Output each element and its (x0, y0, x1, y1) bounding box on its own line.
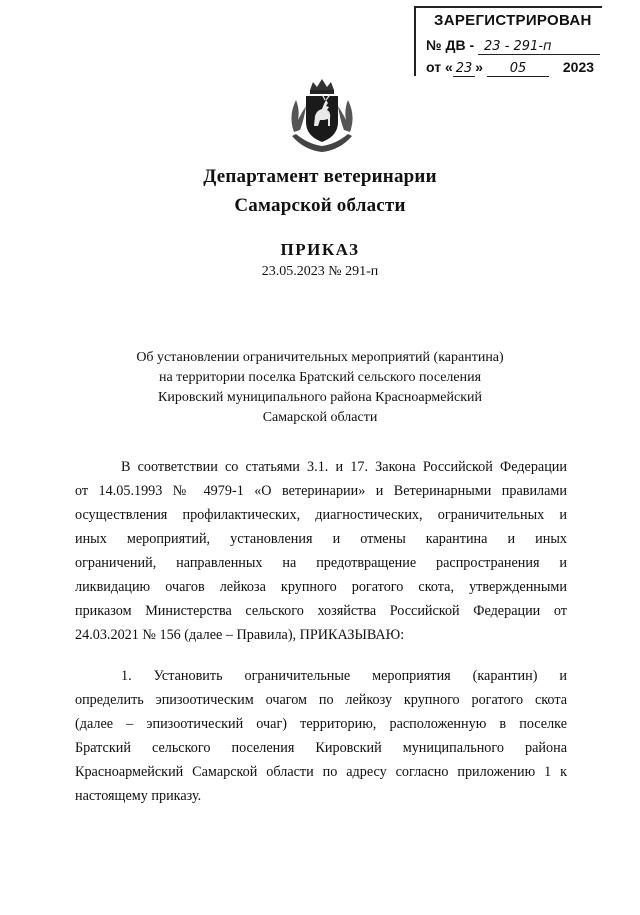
order-item-1 (75, 664, 567, 808)
paragraph-line: 24.03.2021 № 156 (далее – Правила), ПРИКАЗЫВАЮ: (75, 627, 405, 643)
stamp-title: ЗАРЕГИСТРИРОВАН (434, 12, 592, 29)
document-date-number: 23.05.2023 № 291-п (261, 264, 379, 279)
subject-line: Об установлении ограничительных мероприятий (карантина) (136, 350, 504, 365)
paragraph-line: настоящему приказу. (75, 788, 202, 804)
paragraph-line: приказом Министерства сельского хозяйства Российской Федерации от (75, 603, 567, 619)
stamp-date-day: 23 (453, 61, 476, 77)
stamp-date-year: 2023 (562, 59, 595, 75)
paragraph-line: определить эпизоотическим очагом по лейкозу крупного рогатого скота (75, 692, 567, 708)
paragraph-line: ликвидацию очагов лейкоза крупного рогатого скота, утвержденными (75, 579, 567, 595)
document-type: ПРИКАЗ (280, 240, 360, 259)
stamp-date-mid: » (475, 59, 484, 75)
stamp-date-month: 05 (487, 61, 549, 77)
department-name-line2: Самарской области (234, 195, 406, 216)
paragraph-line: Красноармейский Самарской области по адресу согласно приложению 1 к (75, 764, 567, 780)
stamp-number-value: 23 - 291-п (478, 39, 600, 55)
stamp-date-row (426, 59, 594, 77)
paragraph-line (75, 455, 567, 479)
stamp-date-prefix: от « (426, 59, 453, 75)
paragraph-line: Братский сельского поселения Кировский муниципального района (75, 740, 567, 756)
paragraph-line: (далее – эпизоотический очаг) территорию, расположенную в поселке (75, 716, 567, 732)
stamp-number-label: № ДВ - (426, 37, 475, 53)
coat-of-arms-emblem (284, 76, 360, 156)
paragraph-line: осуществления профилактических, диагностических, ограничительных и (75, 507, 567, 523)
stamp-number-row (426, 37, 600, 55)
paragraph-line (75, 664, 567, 688)
subject-line: Самарской области (262, 410, 378, 425)
document-subject (0, 348, 640, 428)
subject-line: Кировский муниципального района Красноармейский (157, 390, 482, 405)
subject-line: на территории поселка Братский сельского поселения (158, 370, 482, 385)
preamble-paragraph (75, 455, 567, 647)
paragraph-line-text: В соответствии со статьями 3.1. и 17. Закона Российской Федерации (121, 459, 567, 475)
paragraph-line-text: 1. Установить ограничительные мероприятия (карантин) и (121, 668, 567, 684)
registration-stamp (414, 6, 602, 76)
paragraph-line: ограничений, направленных на предотвращение распространения и (75, 555, 567, 571)
paragraph-line: от 14.05.1993 № 4979-1 «О ветеринарии» и Ветеринарными правилами (75, 483, 567, 499)
paragraph-line: иных мероприятий, установления и отмены карантина и иных (75, 531, 567, 547)
department-name-line1: Департамент ветеринарии (203, 166, 437, 187)
